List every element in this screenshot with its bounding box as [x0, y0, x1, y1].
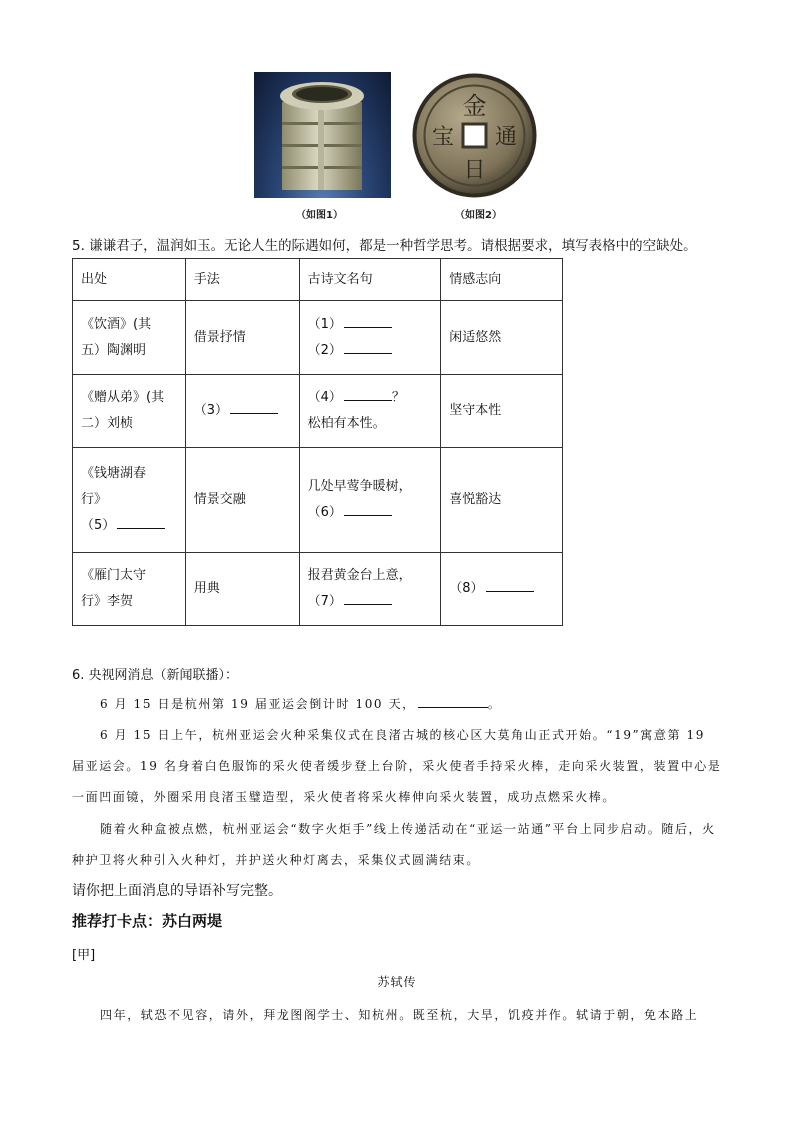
answer-blank-1[interactable] — [344, 315, 392, 328]
emotion-cell: 喜悦豁达 — [441, 448, 563, 553]
poem-line: 松柏有本性。 — [307, 416, 386, 431]
jade-cong-image — [254, 72, 391, 198]
coin-char-bottom: 日 — [463, 158, 486, 183]
answer-blank-6[interactable] — [344, 503, 392, 516]
emotion-cell: 闲适悠然 — [441, 301, 563, 375]
table-row — [73, 301, 563, 375]
source-line: 《饮酒》(其 — [81, 316, 152, 332]
poem-line: 几处早莺争暖树， — [307, 479, 412, 494]
source-line: 《钱塘湖春 — [81, 466, 147, 481]
lead-answer-blank[interactable] — [418, 695, 488, 708]
source-line: 二）刘桢 — [81, 416, 134, 431]
news-paragraph-3: 随着火种盒被点燃，杭州亚运会“数字火炬手”线上传递活动在“亚运一站通”平台上同步启动。随后，火种护卫将火种引入火种灯，并护送火种灯离去，采集仪式圆满结束。 — [72, 822, 716, 867]
source-line: 行》李贺 — [81, 594, 134, 609]
passage-label: [甲] — [72, 948, 96, 963]
blank-label: （4） — [307, 390, 342, 405]
figure-1-caption: （如图1） — [296, 210, 343, 221]
coin-char-top: 金 — [462, 92, 487, 120]
blank-label: （5） — [81, 518, 116, 533]
method-cell: 情景交融 — [185, 448, 299, 553]
source-cell — [73, 448, 186, 553]
question-mark: ？ — [391, 390, 405, 405]
section-heading: 推荐打卡点：苏白两堤 — [72, 912, 223, 930]
passage-paragraph: 四年，轼恐不见容，请外，拜龙图阁学士、知杭州。既至杭，大旱，饥疫并作。轼请于朝，免本路上 — [100, 1008, 699, 1022]
table-row — [73, 553, 563, 626]
question-5-text: 5. 谦谦君子，温润如玉。无论人生的际遇如何，都是一种哲学思考。请根据要求，填写表格中的空缺处。 — [72, 238, 697, 254]
passage-title: 苏轼传 — [377, 975, 417, 989]
header-lines: 古诗文名句 — [299, 259, 441, 301]
blank-label: （7） — [307, 594, 342, 609]
news-lead-text: 6 月 15 日是杭州第 19 届亚运会倒计时 100 天， — [100, 697, 416, 711]
blank-label: （2） — [307, 342, 342, 358]
figure-2-caption: （如图2） — [455, 210, 502, 221]
header-emotion: 情感志向 — [441, 259, 563, 301]
coin-illustration — [411, 72, 538, 199]
emotion-cell — [441, 553, 563, 626]
table-row — [73, 448, 563, 553]
news-paragraph-2: 6 月 15 日上午，杭州亚运会火种采集仪式在良渚古城的核心区大莫角山正式开始。“19”寓意第 19 届亚运会。19 名身着白色服饰的采火使者缓步登上台阶，采火使者手持采火棒，走向采火装置，装置中心是一面凹面镜，外圈采用良渚玉璧造型，采火使者将采火棒伸向采火装置，成功点燃采火棒。 — [72, 728, 722, 804]
lines-cell — [299, 553, 441, 626]
answer-blank-7[interactable] — [344, 592, 392, 605]
table-row — [73, 375, 563, 448]
source-cell — [73, 553, 186, 626]
answer-blank-4[interactable] — [344, 388, 392, 401]
header-source: 出处 — [73, 259, 186, 301]
source-line: 行》 — [81, 492, 108, 507]
answer-blank-2[interactable] — [344, 341, 392, 354]
method-cell — [185, 375, 299, 448]
question-6-instruction: 请你把上面消息的导语补写完整。 — [72, 883, 282, 899]
source-line: 五）陶渊明 — [81, 342, 147, 358]
source-line: 《赠从弟》(其 — [81, 390, 165, 405]
poem-line: 报君黄金台上意， — [307, 568, 412, 583]
source-line: 《雁门太守 — [81, 568, 147, 583]
emotion-cell: 坚守本性 — [441, 375, 563, 448]
method-cell: 用典 — [185, 553, 299, 626]
blank-label: （8） — [449, 581, 484, 596]
question-6-title: 6. 央视网消息（新闻联播）： — [72, 668, 239, 683]
header-method: 手法 — [185, 259, 299, 301]
source-cell — [73, 375, 186, 448]
lines-cell — [299, 301, 441, 375]
blank-label: （3） — [193, 403, 229, 418]
news-lead-paragraph — [72, 689, 722, 720]
lines-cell — [299, 375, 441, 448]
table-header-row — [73, 259, 563, 301]
answer-blank-3[interactable] — [230, 401, 278, 414]
coin-char-right: 通 — [494, 125, 518, 150]
answer-blank-8[interactable] — [486, 579, 534, 592]
blank-label: （1） — [307, 316, 342, 332]
ancient-coin-image — [411, 72, 538, 199]
answer-blank-5[interactable] — [117, 516, 165, 529]
source-cell — [73, 301, 186, 375]
blank-label: （6） — [307, 505, 342, 520]
lines-cell — [299, 448, 441, 553]
jade-cong-illustration — [254, 72, 391, 198]
method-cell: 借景抒情 — [185, 301, 299, 375]
news-lead-end: 。 — [487, 697, 502, 711]
poetry-table — [72, 258, 563, 626]
coin-char-left: 宝 — [431, 125, 455, 150]
